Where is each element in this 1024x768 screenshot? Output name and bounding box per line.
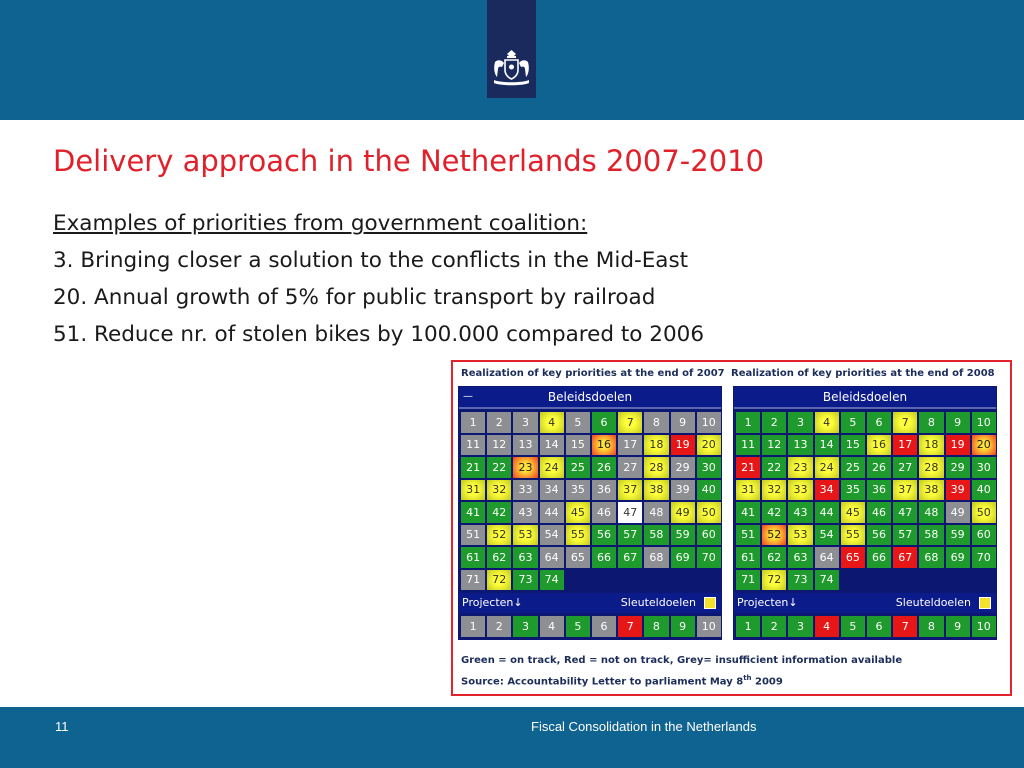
- priority-cell-55: 55: [841, 525, 865, 546]
- priority-cell-8: 8: [919, 616, 943, 637]
- priority-cell-53: 53: [788, 525, 812, 546]
- priority-cell-48: 48: [919, 502, 943, 523]
- priority-cell-30: 30: [972, 457, 996, 478]
- priority-cell-23: 23: [513, 457, 537, 478]
- priority-cell-42: 42: [487, 502, 511, 523]
- priority-cell-59: 59: [671, 525, 695, 546]
- page-number: 11: [55, 719, 69, 734]
- priority-cell-57: 57: [893, 525, 917, 546]
- priority-cell-5: 5: [841, 616, 865, 637]
- examples-heading: Examples of priorities from government coalition:: [53, 211, 588, 236]
- key-goal-square-icon: [979, 597, 991, 609]
- color-legend: Green = on track, Red = not on track, Grey= insufficient information available: [461, 655, 903, 666]
- beleidsdoelen-label: Beleidsdoelen: [547, 390, 633, 404]
- priority-cell-22: 22: [487, 457, 511, 478]
- source-suffix: 2009: [751, 676, 783, 688]
- projects-grid: [459, 613, 721, 639]
- priority-cell-36: 36: [592, 480, 616, 501]
- priority-cell-29: 29: [671, 457, 695, 478]
- empty-cell: [893, 570, 917, 591]
- priority-cell-2: 2: [487, 616, 511, 637]
- priority-cell-55: 55: [566, 525, 590, 546]
- priority-cell-69: 69: [946, 547, 970, 568]
- priority-cell-66: 66: [867, 547, 891, 568]
- priority-cell-21: 21: [736, 457, 760, 478]
- priority-cell-4: 4: [815, 412, 839, 433]
- panel-2007: [458, 386, 722, 640]
- priority-cell-28: 28: [919, 457, 943, 478]
- priority-cell-44: 44: [540, 502, 564, 523]
- priority-cell-30: 30: [697, 457, 721, 478]
- priority-cell-7: 7: [893, 412, 917, 433]
- empty-cell: [671, 570, 695, 591]
- priority-cell-3: 3: [513, 616, 537, 637]
- priority-cell-3: 3: [513, 412, 537, 433]
- empty-cell: [867, 570, 891, 591]
- priority-cell-24: 24: [815, 457, 839, 478]
- priority-cell-66: 66: [592, 547, 616, 568]
- priority-cell-8: 8: [644, 616, 668, 637]
- priority-cell-15: 15: [841, 435, 865, 456]
- priority-cell-68: 68: [919, 547, 943, 568]
- priority-cell-73: 73: [513, 570, 537, 591]
- priority-cell-40: 40: [697, 480, 721, 501]
- priority-cell-52: 52: [762, 525, 786, 546]
- priority-cell-19: 19: [671, 435, 695, 456]
- priority-cell-48: 48: [644, 502, 668, 523]
- goals-grid: [734, 409, 996, 592]
- priority-cell-42: 42: [762, 502, 786, 523]
- priority-cell-61: 61: [461, 547, 485, 568]
- priority-cell-4: 4: [540, 412, 564, 433]
- priority-cell-1: 1: [736, 412, 760, 433]
- empty-cell: [972, 570, 996, 591]
- priority-cell-21: 21: [461, 457, 485, 478]
- panel-caption-2008: Realization of key priorities at the end of 2008: [731, 368, 995, 379]
- priority-cell-60: 60: [697, 525, 721, 546]
- priority-cell-39: 39: [946, 480, 970, 501]
- priority-cell-63: 63: [788, 547, 812, 568]
- priority-cell-22: 22: [762, 457, 786, 478]
- empty-cell: [919, 570, 943, 591]
- empty-cell: [618, 570, 642, 591]
- priority-cell-72: 72: [487, 570, 511, 591]
- priority-cell-65: 65: [841, 547, 865, 568]
- priority-cell-71: 71: [461, 570, 485, 591]
- priority-cell-32: 32: [762, 480, 786, 501]
- priority-cell-61: 61: [736, 547, 760, 568]
- government-logo: [487, 0, 536, 98]
- priority-cell-38: 38: [919, 480, 943, 501]
- projecten-label: Projecten↓: [462, 596, 523, 609]
- priority-cell-46: 46: [867, 502, 891, 523]
- sleuteldoelen-label: Sleuteldoelen: [895, 596, 971, 609]
- priority-cell-60: 60: [972, 525, 996, 546]
- priority-cell-1: 1: [461, 412, 485, 433]
- priority-cell-7: 7: [618, 616, 642, 637]
- priority-cell-45: 45: [841, 502, 865, 523]
- panel-2008: [733, 386, 997, 640]
- priority-cell-4: 4: [540, 616, 564, 637]
- priority-cell-34: 34: [540, 480, 564, 501]
- priority-line-3: 3. Bringing closer a solution to the conflicts in the Mid-East: [53, 248, 689, 273]
- priority-cell-18: 18: [644, 435, 668, 456]
- priority-cell-9: 9: [671, 412, 695, 433]
- priority-cell-50: 50: [972, 502, 996, 523]
- priority-cell-20: 20: [697, 435, 721, 456]
- goals-grid: [459, 409, 721, 592]
- priority-cell-29: 29: [946, 457, 970, 478]
- priority-cell-41: 41: [736, 502, 760, 523]
- priority-cell-56: 56: [592, 525, 616, 546]
- slide-title: Delivery approach in the Netherlands 2007-2010: [53, 144, 765, 178]
- priority-cell-3: 3: [788, 412, 812, 433]
- source-note: [461, 674, 783, 687]
- empty-cell: [592, 570, 616, 591]
- priority-cell-49: 49: [671, 502, 695, 523]
- priority-cell-59: 59: [946, 525, 970, 546]
- beleidsdoelen-header: [734, 387, 996, 409]
- priority-cell-37: 37: [618, 480, 642, 501]
- priority-cell-28: 28: [644, 457, 668, 478]
- priority-cell-10: 10: [972, 412, 996, 433]
- source-sup: th: [743, 674, 752, 682]
- priority-cell-6: 6: [592, 616, 616, 637]
- priority-cell-58: 58: [644, 525, 668, 546]
- priority-cell-6: 6: [867, 412, 891, 433]
- priority-cell-43: 43: [513, 502, 537, 523]
- panel-caption-2007: Realization of key priorities at the end of 2007: [461, 368, 725, 379]
- priority-cell-16: 16: [867, 435, 891, 456]
- priority-cell-33: 33: [513, 480, 537, 501]
- priority-cell-18: 18: [919, 435, 943, 456]
- footer-title: Fiscal Consolidation in the Netherlands: [531, 719, 757, 734]
- priority-cell-72: 72: [762, 570, 786, 591]
- priority-cell-33: 33: [788, 480, 812, 501]
- priority-cell-71: 71: [736, 570, 760, 591]
- priority-cell-47: 47: [893, 502, 917, 523]
- priority-cell-67: 67: [618, 547, 642, 568]
- priority-cell-3: 3: [788, 616, 812, 637]
- slide-body: [53, 205, 704, 353]
- priority-cell-74: 74: [540, 570, 564, 591]
- priority-cell-24: 24: [540, 457, 564, 478]
- footer-bar: [0, 707, 1024, 768]
- priority-cell-11: 11: [736, 435, 760, 456]
- priority-cell-10: 10: [697, 412, 721, 433]
- priority-cell-6: 6: [867, 616, 891, 637]
- priority-cell-47: 47: [618, 502, 642, 523]
- priority-cell-9: 9: [946, 616, 970, 637]
- projects-grid: [734, 613, 996, 639]
- priority-cell-27: 27: [893, 457, 917, 478]
- empty-cell: [644, 570, 668, 591]
- priority-cell-73: 73: [788, 570, 812, 591]
- priority-cell-6: 6: [592, 412, 616, 433]
- priority-cell-34: 34: [815, 480, 839, 501]
- priority-cell-37: 37: [893, 480, 917, 501]
- priority-cell-25: 25: [566, 457, 590, 478]
- empty-cell: [566, 570, 590, 591]
- priority-cell-1: 1: [736, 616, 760, 637]
- priority-cell-31: 31: [736, 480, 760, 501]
- priority-cell-23: 23: [788, 457, 812, 478]
- priority-cell-69: 69: [671, 547, 695, 568]
- priority-cell-25: 25: [841, 457, 865, 478]
- priority-cell-14: 14: [540, 435, 564, 456]
- priority-cell-44: 44: [815, 502, 839, 523]
- priority-cell-19: 19: [946, 435, 970, 456]
- priority-cell-64: 64: [815, 547, 839, 568]
- priorities-figure: [451, 360, 1012, 696]
- priority-cell-70: 70: [972, 547, 996, 568]
- priority-cell-2: 2: [762, 412, 786, 433]
- priority-cell-56: 56: [867, 525, 891, 546]
- beleidsdoelen-label: Beleidsdoelen: [822, 390, 908, 404]
- header-bar: [0, 0, 1024, 120]
- source-prefix: Source: Accountability Letter to parliament May 8: [461, 676, 744, 688]
- priority-cell-4: 4: [815, 616, 839, 637]
- priority-cell-68: 68: [644, 547, 668, 568]
- priority-cell-63: 63: [513, 547, 537, 568]
- priority-cell-11: 11: [461, 435, 485, 456]
- priority-cell-26: 26: [867, 457, 891, 478]
- priority-cell-5: 5: [841, 412, 865, 433]
- priority-cell-12: 12: [762, 435, 786, 456]
- priority-cell-40: 40: [972, 480, 996, 501]
- priority-cell-49: 49: [946, 502, 970, 523]
- priority-cell-7: 7: [618, 412, 642, 433]
- priority-cell-16: 16: [592, 435, 616, 456]
- priority-cell-9: 9: [671, 616, 695, 637]
- priority-cell-12: 12: [487, 435, 511, 456]
- priority-cell-51: 51: [736, 525, 760, 546]
- priority-cell-13: 13: [513, 435, 537, 456]
- priority-cell-31: 31: [461, 480, 485, 501]
- priority-cell-54: 54: [815, 525, 839, 546]
- priority-cell-53: 53: [513, 525, 537, 546]
- empty-cell: [841, 570, 865, 591]
- priority-cell-32: 32: [487, 480, 511, 501]
- priority-cell-54: 54: [540, 525, 564, 546]
- coat-of-arms-icon: [490, 50, 533, 86]
- priority-cell-14: 14: [815, 435, 839, 456]
- priority-cell-2: 2: [762, 616, 786, 637]
- priority-cell-45: 45: [566, 502, 590, 523]
- priority-cell-52: 52: [487, 525, 511, 546]
- header-mark: —: [463, 391, 473, 402]
- priority-cell-9: 9: [946, 412, 970, 433]
- priority-line-20: 20. Annual growth of 5% for public transport by railroad: [53, 285, 656, 310]
- priority-cell-38: 38: [644, 480, 668, 501]
- priority-cell-8: 8: [644, 412, 668, 433]
- priority-cell-8: 8: [919, 412, 943, 433]
- priority-cell-1: 1: [461, 616, 485, 637]
- priority-cell-15: 15: [566, 435, 590, 456]
- projects-bar: [459, 593, 721, 613]
- priority-cell-74: 74: [815, 570, 839, 591]
- sleuteldoelen-label: Sleuteldoelen: [620, 596, 696, 609]
- priority-cell-27: 27: [618, 457, 642, 478]
- empty-cell: [697, 570, 721, 591]
- priority-cell-50: 50: [697, 502, 721, 523]
- priority-cell-26: 26: [592, 457, 616, 478]
- priority-cell-39: 39: [671, 480, 695, 501]
- priority-cell-17: 17: [893, 435, 917, 456]
- priority-cell-13: 13: [788, 435, 812, 456]
- priority-cell-10: 10: [697, 616, 721, 637]
- empty-cell: [946, 570, 970, 591]
- priority-cell-65: 65: [566, 547, 590, 568]
- priority-cell-10: 10: [972, 616, 996, 637]
- priority-cell-35: 35: [566, 480, 590, 501]
- priority-cell-17: 17: [618, 435, 642, 456]
- priority-cell-7: 7: [893, 616, 917, 637]
- key-goal-square-icon: [704, 597, 716, 609]
- priority-cell-41: 41: [461, 502, 485, 523]
- priority-cell-35: 35: [841, 480, 865, 501]
- priority-cell-51: 51: [461, 525, 485, 546]
- priority-cell-20: 20: [972, 435, 996, 456]
- priority-cell-5: 5: [566, 412, 590, 433]
- priority-cell-62: 62: [487, 547, 511, 568]
- priority-cell-36: 36: [867, 480, 891, 501]
- priority-cell-62: 62: [762, 547, 786, 568]
- priority-cell-5: 5: [566, 616, 590, 637]
- priority-cell-2: 2: [487, 412, 511, 433]
- priority-cell-57: 57: [618, 525, 642, 546]
- priority-cell-58: 58: [919, 525, 943, 546]
- projects-bar: [734, 593, 996, 613]
- projecten-label: Projecten↓: [737, 596, 798, 609]
- beleidsdoelen-header: [459, 387, 721, 409]
- priority-cell-43: 43: [788, 502, 812, 523]
- priority-cell-70: 70: [697, 547, 721, 568]
- priority-cell-64: 64: [540, 547, 564, 568]
- priority-cell-46: 46: [592, 502, 616, 523]
- priority-line-51: 51. Reduce nr. of stolen bikes by 100.000 compared to 2006: [53, 322, 705, 347]
- priority-cell-67: 67: [893, 547, 917, 568]
